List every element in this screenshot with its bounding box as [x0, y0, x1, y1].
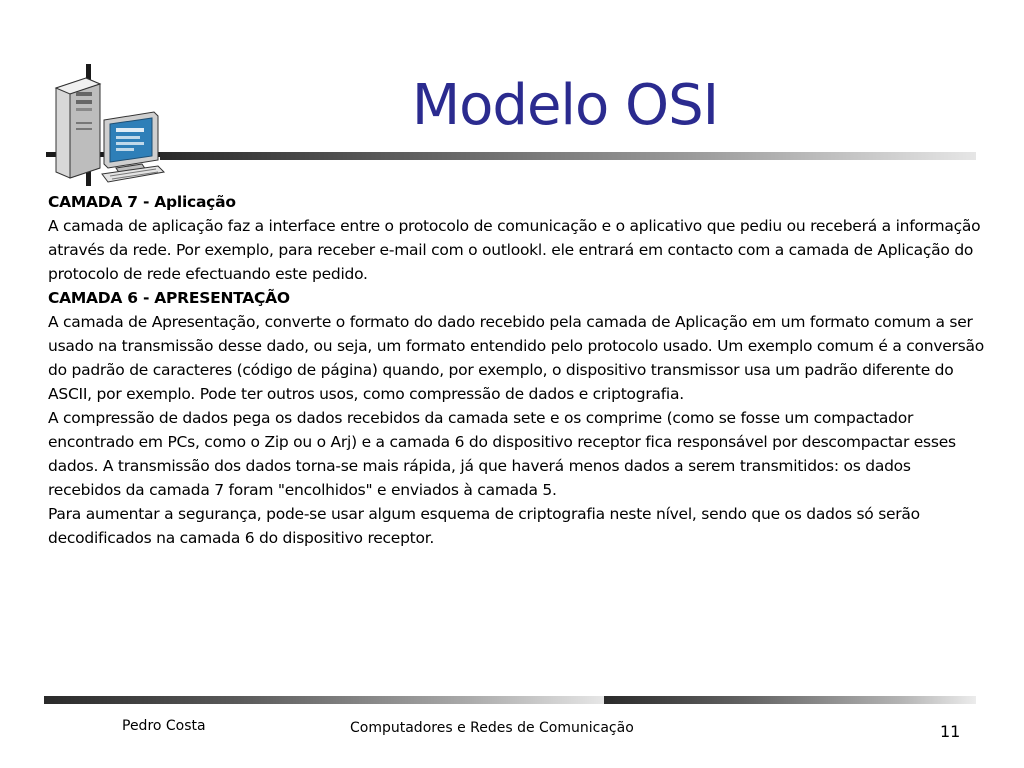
security-paragraph: Para aumentar a segurança, pode-se usar algum esquema de criptografia neste nível, sendo que os dados só serão decodificados na camada 6 do dispositivo receptor.: [48, 505, 920, 547]
page-number: 11: [940, 722, 961, 741]
layer-7-heading: CAMADA 7 - Aplicação: [48, 193, 236, 211]
slide-content: [48, 190, 988, 550]
slide-title: Modelo OSI: [411, 73, 719, 138]
footer-divider-right: [604, 696, 976, 704]
footer-author: Pedro Costa: [122, 718, 206, 734]
footer-divider-left: [44, 696, 604, 704]
layer-6-heading: CAMADA 6 - APRESENTAÇÃO: [48, 289, 290, 307]
title-divider: [160, 152, 976, 160]
layer-7-description: A camada de aplicação faz a interface entre o protocolo de comunicação e o aplicativo que pediu ou receberá a informação através da rede. Por exemplo, para receber e-mail com o outlookl. ele entrará em contacto com a camada de Aplicação do protocolo de rede efectuando este pedido.: [48, 217, 981, 283]
compression-paragraph: A compressão de dados pega os dados recebidos da camada sete e os comprime (como se fosse um compactador encontrado em PCs, como o Zip ou o Arj) e a camada 6 do dispositivo receptor fica responsável por descompactar esses dados. A transmissão dos dados torna-se mais rápida, já que haverá menos dados a serem transmitidos: os dados recebidos da camada 7 foram "encolhidos" e enviados à camada 5.: [48, 409, 956, 499]
computer-icon: [46, 62, 166, 188]
footer-course: Computadores e Redes de Comunicação: [350, 720, 634, 736]
layer-6-description: A camada de Apresentação, converte o formato do dado recebido pela camada de Aplicação em um formato comum a ser usado na transmissão desse dado, ou seja, um formato entendido pelo protocolo usado. Um exemplo comum é a conversão do padrão de caracteres (código de página) quando, por exemplo, o dispositivo transmissor usa um padrão diferente do ASCII, por exemplo. Pode ter outros usos, como compressão de dados e criptografia.: [48, 313, 984, 403]
